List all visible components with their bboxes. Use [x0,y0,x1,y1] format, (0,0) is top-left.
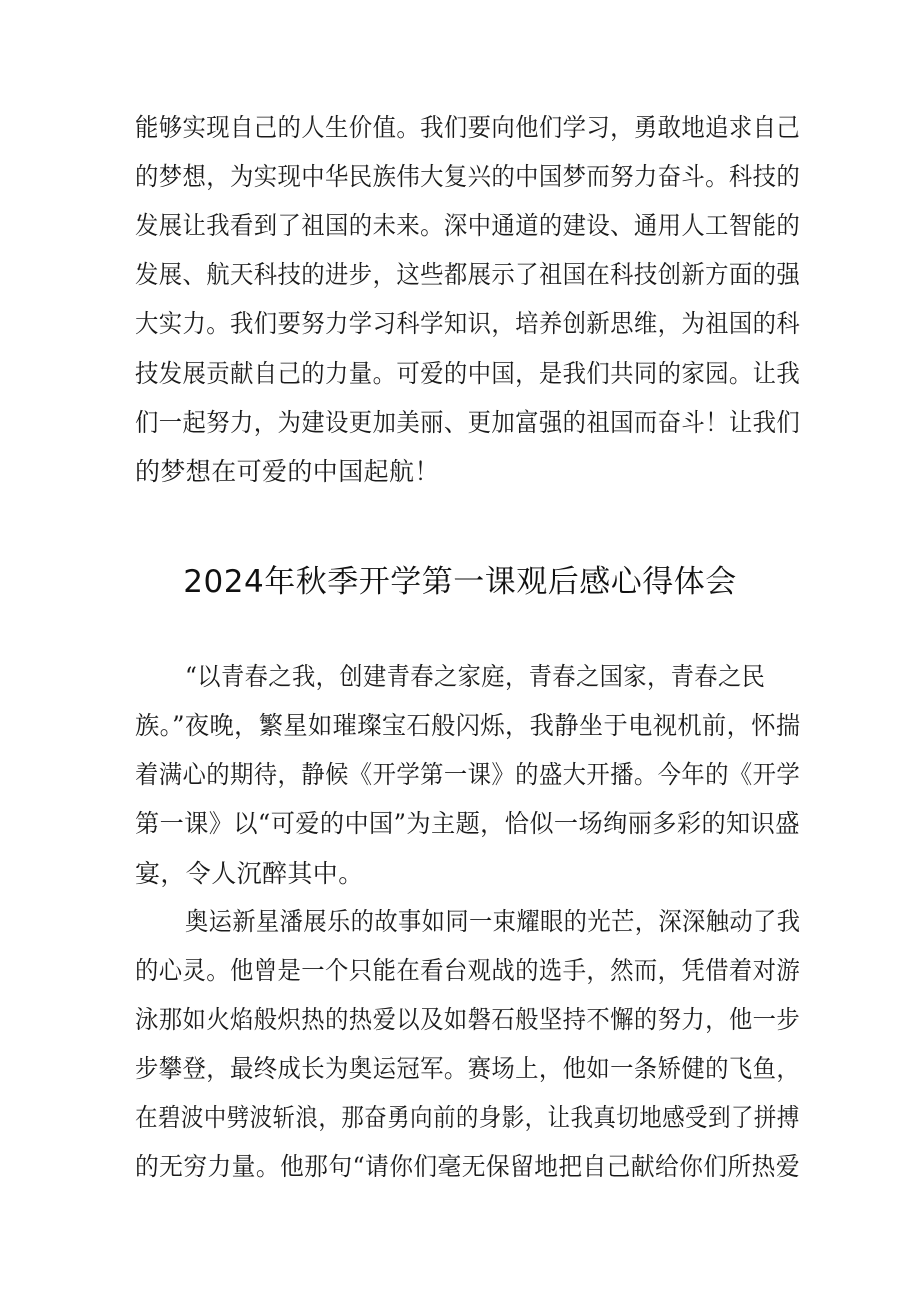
paragraph-line: 大实力。我们要努力学习科学知识，培养创新思维，为祖国的科 [135,309,801,338]
paragraph-line: 步攀登，最终成长为奥运冠军。赛场上，他如一条矫健的飞鱼， [135,1054,801,1083]
paragraph-line: 族。”夜晚，繁星如璀璨宝石般闪烁，我静坐于电视机前，怀揣 [135,711,801,740]
paragraph-line: 们一起努力，为建设更加美丽、更加富强的祖国而奋斗！让我们 [135,408,801,437]
paragraph-line: 奥运新星潘展乐的故事如同一束耀眼的光芒，深深触动了我 [185,907,801,936]
paragraph-line: 发展、航天科技的进步，这些都展示了祖国在科技创新方面的强 [135,260,801,289]
paragraph-line: 宴，令人沉醉其中。 [135,859,364,888]
paragraph-line: 第一课》以“可爱的中国”为主题，恰似一场绚丽多彩的知识盛 [135,809,800,838]
page-title: 2024年秋季开学第一课观后感心得体会 [183,564,737,600]
paragraph-line: 发展让我看到了祖国的未来。深中通道的建设、通用人工智能的 [135,211,801,240]
paragraph-line: 着满心的期待，静候《开学第一课》的盛大开播。今年的《开学 [135,760,801,789]
paragraph-line: 的梦想，为实现中华民族伟大复兴的中国梦而努力奋斗。科技的 [135,162,801,191]
paragraph-line: 在碧波中劈波斩浪，那奋勇向前的身影，让我真切地感受到了拼搏 [135,1103,800,1132]
paragraph-line: 的无穷力量。他那句“请你们毫无保留地把自己献给你们所热爱 [135,1152,801,1181]
paragraph-line: 的梦想在可爱的中国起航！ [135,457,440,486]
paragraph-line: 技发展贡献自己的力量。可爱的中国，是我们共同的家园。让我 [135,359,801,388]
paragraph-line: 泳那如火焰般炽热的热爱以及如磐石般坚持不懈的努力，他一步 [135,1005,801,1034]
paragraph-line: 能够实现自己的人生价值。我们要向他们学习，勇敢地追求自己 [135,113,801,142]
paragraph-line: “以青春之我，创建青春之家庭，青春之国家，青春之民 [185,662,766,691]
paragraph-line: 的心灵。他曾是一个只能在看台观战的选手，然而，凭借着对游 [135,956,801,985]
